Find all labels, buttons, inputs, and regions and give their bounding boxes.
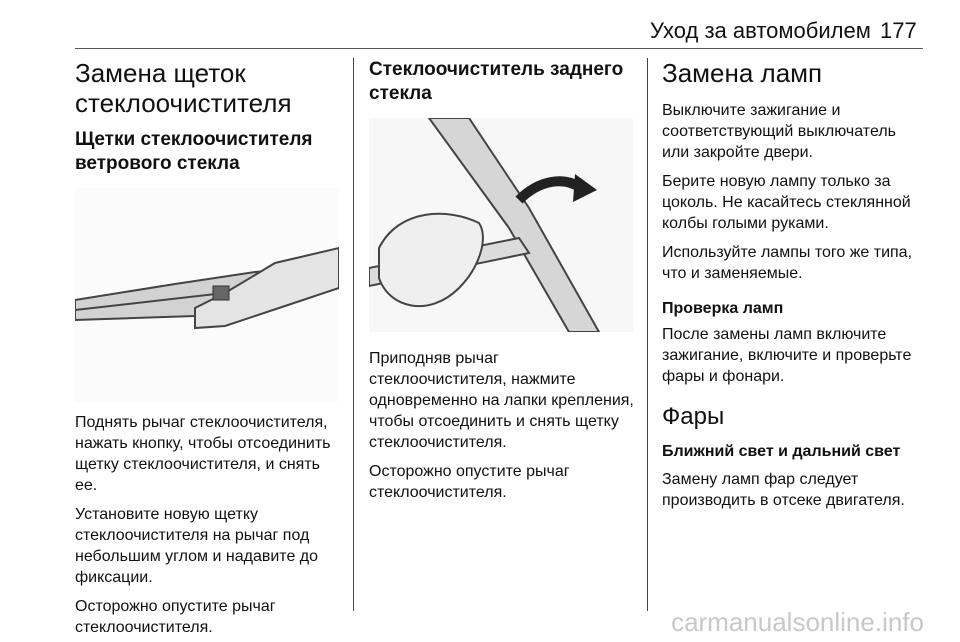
paragraph: Установите новую щетку стеклоочистителя на рычаг под небольшим углом и надавите до фиксации. [75, 506, 319, 586]
paragraph: После замены ламп включите зажигание, включите и проверьте фары и фонари. [662, 326, 912, 385]
page-number: 177 [880, 18, 917, 43]
column-1 [75, 58, 343, 638]
section-heading-bulb-replacement: Замена ламп [662, 58, 823, 88]
subheading-bulb-check: Проверка ламп [662, 300, 784, 317]
header-rule [75, 48, 923, 49]
section-heading-wiper-blades: Замена щеток стеклоочистителя [75, 58, 292, 118]
paragraph: Осторожно опустите рычаг стеклоочистителя. [369, 463, 570, 501]
watermark: carmanualsonline.info [671, 607, 924, 637]
paragraph: Поднять рычаг стеклоочистителя, нажать кнопку, чтобы отсоединить щетку стеклоочистителя, и снять ее. [75, 414, 331, 494]
paragraph: Осторожно опустите рычаг стеклоочистителя. [75, 598, 276, 636]
running-header-title: Уход за автомобилем [650, 18, 871, 43]
subheading-rear-wiper: Стеклоочиститель заднего стекла [369, 59, 624, 104]
rear-wiper-illustration [369, 118, 633, 332]
subheading-windscreen-wipers: Щетки стеклоочистителя ветрового стекла [75, 129, 313, 174]
section-heading-headlights: Фары [662, 403, 725, 430]
windscreen-wiper-illustration [75, 188, 339, 402]
column-2 [369, 58, 635, 503]
release-button-shape [213, 286, 229, 300]
column-3 [662, 58, 926, 511]
paragraph: Выключите зажигание и соответствующий выключатель или закройте двери. [662, 102, 896, 161]
column-divider [647, 58, 648, 611]
subheading-low-high-beam: Ближний свет и дальний свет [662, 443, 901, 460]
paragraph: Замену ламп фар следует производить в отсеке двигателя. [662, 471, 905, 509]
paragraph: Берите новую лампу только за цоколь. Не касайтесь стеклянной колбы голыми руками. [662, 173, 911, 232]
paragraph: Приподняв рычаг стеклоочистителя, нажмите одновременно на лапки крепления, чтобы отсоединить и снять щетку стеклоочистителя. [369, 350, 634, 451]
paragraph: Используйте лампы того же типа, что и заменяемые. [662, 244, 913, 282]
column-divider [353, 58, 354, 611]
